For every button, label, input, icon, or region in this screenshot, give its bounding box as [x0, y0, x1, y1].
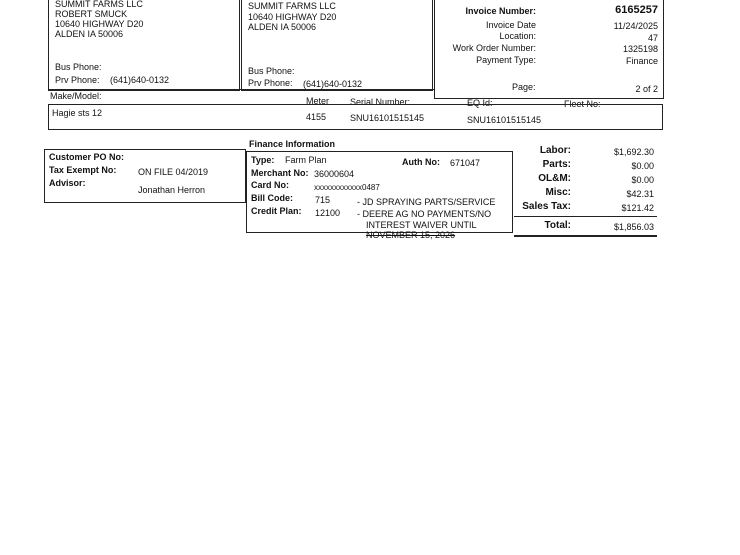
total-value: $1,856.03	[613, 222, 654, 232]
ship-to-prv-phone: (641)640-0132	[303, 79, 363, 89]
invoice-date: 11/24/2025	[613, 21, 658, 31]
ship-to-prv-phone-label: Prv Phone:	[248, 78, 293, 88]
make-model-value: Hagie sts 12	[52, 108, 103, 118]
credit-plan-desc-3: NOVEMBER 15, 2026	[366, 230, 456, 240]
misc-value: $42.31	[626, 189, 654, 199]
ship-to-name: SUMMIT FARMS LLC	[248, 1, 336, 11]
ship-to-address2: ALDEN IA 50006	[248, 22, 317, 32]
work-order-number: 1325198	[622, 44, 658, 54]
ship-to-address1: 10640 HIGHWAY D20	[248, 12, 337, 22]
sold-to-contact: ROBERT SMUCK	[55, 9, 128, 19]
merchant-label: Merchant No:	[251, 168, 309, 178]
auth-label: Auth No:	[402, 157, 440, 167]
invoice-number-label: Invoice Number:	[465, 6, 536, 16]
page-number: 2 of 2	[635, 84, 658, 94]
bill-code-desc: - JD SPRAYING PARTS/SERVICE	[357, 197, 496, 207]
eq-id-label: EQ Id:	[467, 98, 493, 108]
fleet-label: Fleet No:	[564, 99, 601, 109]
merchant-value: 36000604	[314, 169, 355, 179]
finance-type: Farm Plan	[285, 155, 327, 165]
work-order-label: Work Order Number:	[452, 43, 536, 53]
invoice-number: 6165257	[615, 4, 658, 16]
meter-label: Meter	[306, 96, 330, 106]
parts-label: Parts:	[542, 159, 571, 170]
sold-to-address1: 10640 HIGHWAY D20	[55, 19, 144, 29]
page-label: Page:	[512, 82, 536, 92]
credit-plan-label: Credit Plan:	[251, 206, 302, 216]
labor-label: Labor:	[539, 145, 571, 156]
sold-to-bus-phone-label: Bus Phone:	[55, 62, 102, 72]
make-model-label: Make/Model:	[50, 91, 102, 101]
card-label: Card No:	[251, 180, 289, 190]
parts-value: $0.00	[631, 161, 654, 171]
card-value: xxxxxxxxxxxx0487	[314, 183, 380, 192]
advisor-label: Advisor:	[49, 178, 86, 188]
customer-po-label: Customer PO No:	[49, 152, 125, 162]
total-underline	[514, 235, 657, 237]
sold-to-address2: ALDEN IA 50006	[55, 29, 124, 39]
bill-code-value: 715	[315, 195, 331, 205]
tax-exempt-label: Tax Exempt No:	[49, 165, 117, 175]
sold-to-name: SUMMIT FARMS LLC	[55, 0, 143, 9]
invoice-date-label: Invoice Date	[485, 20, 536, 30]
credit-plan-desc-2: INTEREST WAIVER UNTIL	[366, 220, 477, 230]
ship-to-bus-phone-label: Bus Phone:	[248, 66, 295, 76]
sold-to-prv-phone-label: Prv Phone:	[55, 75, 100, 85]
serial-label: Serial Number:	[350, 97, 411, 107]
credit-plan-desc-1: - DEERE AG NO PAYMENTS/NO	[357, 209, 492, 219]
location-value: 47	[647, 33, 658, 43]
payment-type: Finance	[625, 56, 658, 66]
sales-tax-label: Sales Tax:	[522, 201, 571, 212]
total-label: Total:	[544, 220, 571, 231]
olm-label: OL&M:	[538, 173, 571, 184]
credit-plan-value: 12100	[315, 208, 341, 218]
misc-label: Misc:	[545, 187, 571, 198]
meter-value: 4155	[306, 112, 327, 122]
payment-type-label: Payment Type:	[476, 55, 536, 65]
equipment-divider	[48, 89, 435, 90]
serial-value: SNU16101515145	[350, 113, 425, 123]
bill-code-label: Bill Code:	[251, 193, 293, 203]
totals-divider	[514, 216, 657, 217]
location-label: Location:	[499, 31, 536, 41]
finance-type-label: Type:	[251, 155, 275, 165]
sales-tax-value: $121.42	[621, 203, 654, 213]
finance-heading: Finance Information	[249, 139, 336, 149]
eq-id-value: SNU16101515145	[467, 115, 542, 125]
labor-value: $1,692.30	[613, 147, 654, 157]
auth-value: 671047	[450, 158, 481, 168]
advisor-value: Jonathan Herron	[138, 185, 206, 195]
olm-value: $0.00	[631, 175, 654, 185]
tax-exempt-value: ON FILE 04/2019	[138, 167, 209, 177]
sold-to-prv-phone: (641)640-0132	[110, 75, 170, 85]
